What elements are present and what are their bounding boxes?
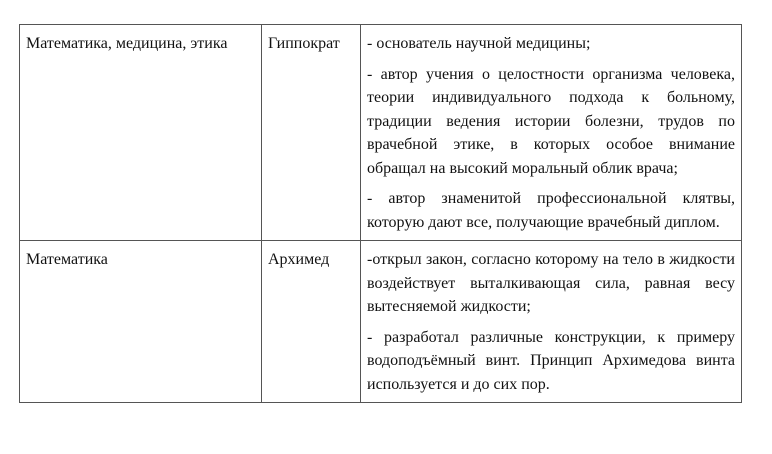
note-paragraph: - автор знаменитой профессиональной клятвы, которую дают все, получающие врачебный диплом. [367,190,735,231]
person-cell: Гиппократ [262,25,361,241]
field-cell: Математика [20,241,262,403]
table-row [20,25,742,241]
field-cell: Математика, медицина, этика [20,25,262,241]
notes-cell [361,241,742,403]
note-paragraph: - автор учения о целостности организма человека, теории индивидуального подхода к больному, традиции ведения истории болезни, трудов по врачебной этике, в которых особое внимание обращал на высокий моральный облик врача; [367,65,735,177]
note-paragraph: -открыл закон, согласно которому на тело в жидкости воздействует выталкивающая сила, равная весу вытесняемой жидкости; [367,251,735,315]
table-row [20,241,742,403]
notes-cell [361,25,742,241]
scientists-table [19,24,742,403]
person-cell: Архимед [262,241,361,403]
note-paragraph: - разработал различные конструкции, к примеру водоподъёмный винт. Принцип Архимедова винта используется и до сих пор. [367,328,735,393]
note-paragraph: - основатель научной медицины; [367,35,591,52]
